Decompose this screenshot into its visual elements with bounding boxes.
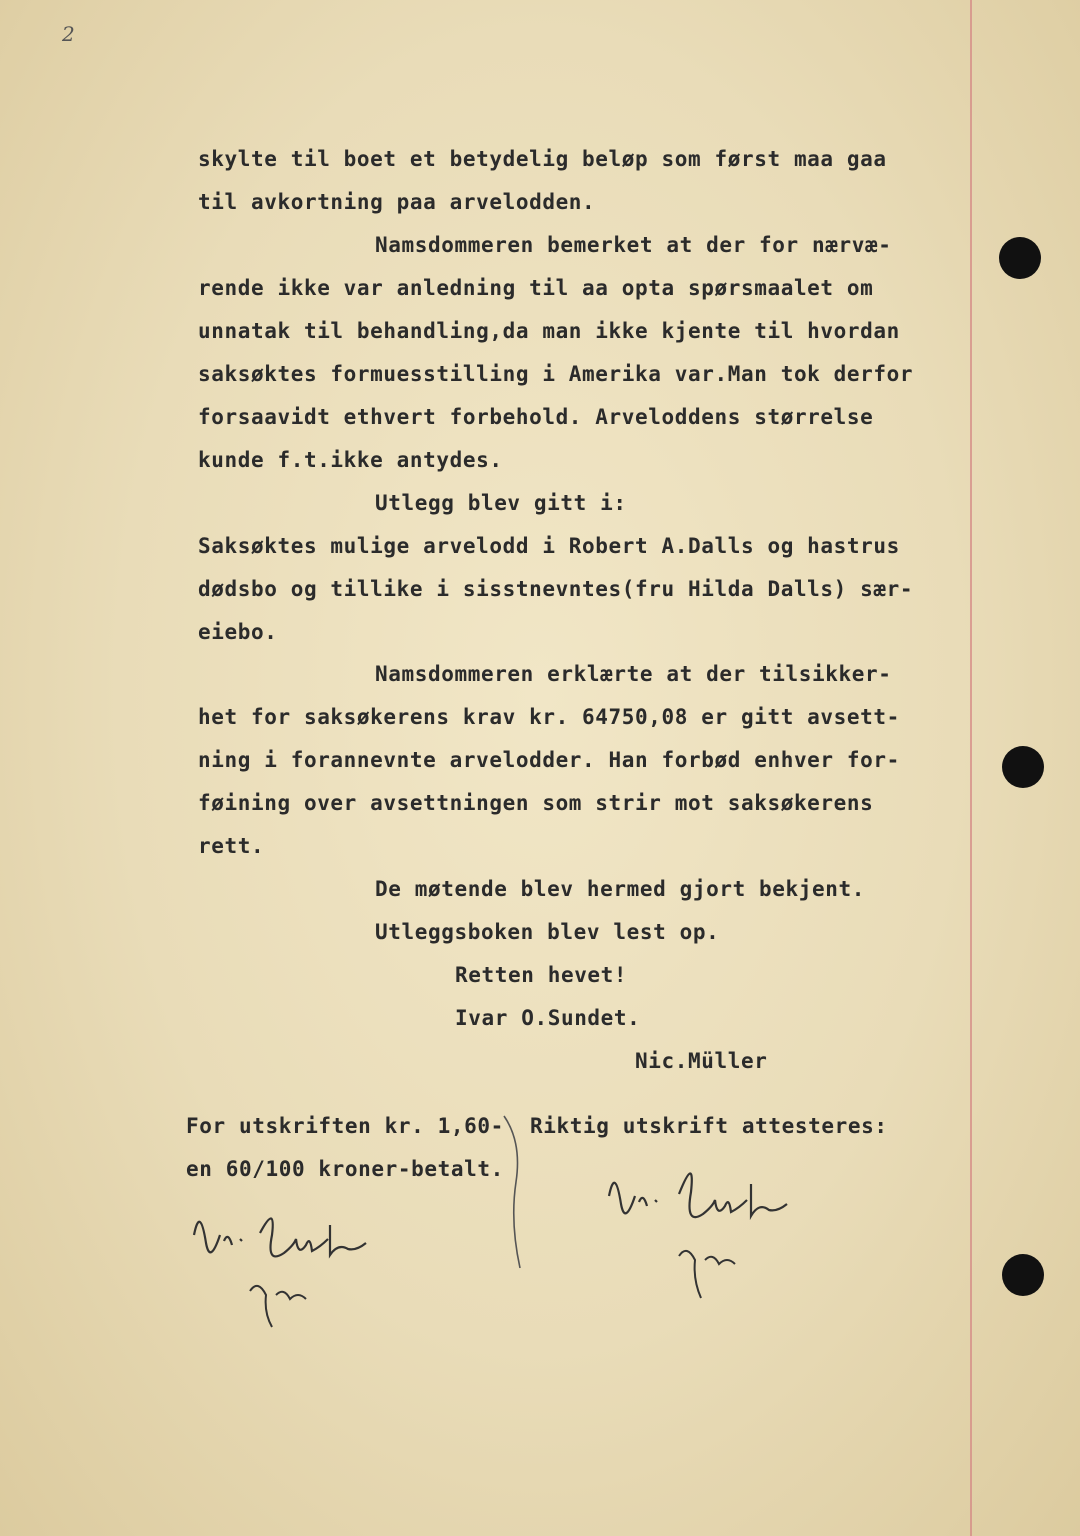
attestation-note: Riktig utskrift attesteres: [530,1114,888,1138]
body-line: unnatak til behandling,da man ikke kjente til hvordan [198,319,900,343]
body-line: føining over avsettningen som strir mot saksøkerens [198,791,874,815]
body-line: Ivar O.Sundet. [455,1006,641,1030]
signature-right [595,1140,805,1310]
body-line: het for saksøkerens krav kr. 64750,08 er gitt avsett- [198,705,900,729]
body-line: Saksøktes mulige arvelodd i Robert A.Dalls og hastrus [198,534,900,558]
fee-note: For utskriften kr. 1,60- [186,1114,504,1138]
body-line: rett. [198,834,265,858]
body-line: Nic.Müller [635,1049,768,1073]
margin-rule [970,0,972,1536]
fee-note: en 60/100 kroner-betalt. [186,1157,504,1181]
body-line: dødsbo og tillike i sisstnevntes(fru Hilda Dalls) sær- [198,577,914,601]
body-line: ning i forannevnte arvelodder. Han forbød enhver for- [198,748,900,772]
body-line: til avkortning paa arvelodden. [198,190,596,214]
bracket-divider [498,1112,528,1276]
body-line: Retten hevet! [455,963,628,987]
body-line: Namsdommeren erklærte at der tilsikker- [375,662,892,686]
body-line: kunde f.t.ikke antydes. [198,448,503,472]
punch-hole-icon [999,237,1041,279]
body-line: Utlegg blev gitt i: [375,491,627,515]
body-line: De møtende blev hermed gjort bekjent. [375,877,865,901]
body-line: rende ikke var anledning til aa opta spørsmaalet om [198,276,874,300]
body-line: skylte til boet et betydelig beløp som først maa gaa [198,147,887,171]
page-marker: 2 [62,22,75,46]
body-line: saksøktes formuesstilling i Amerika var.Man tok derfor [198,362,914,386]
signature-left [180,1195,390,1345]
body-line: Utleggsboken blev lest op. [375,920,720,944]
body-line: Namsdommeren bemerket at der for nærvæ- [375,233,892,257]
body-line: forsaavidt ethvert forbehold. Arveloddens størrelse [198,405,874,429]
body-line: eiebo. [198,620,278,644]
punch-hole-icon [1002,746,1044,788]
punch-hole-icon [1002,1254,1044,1296]
